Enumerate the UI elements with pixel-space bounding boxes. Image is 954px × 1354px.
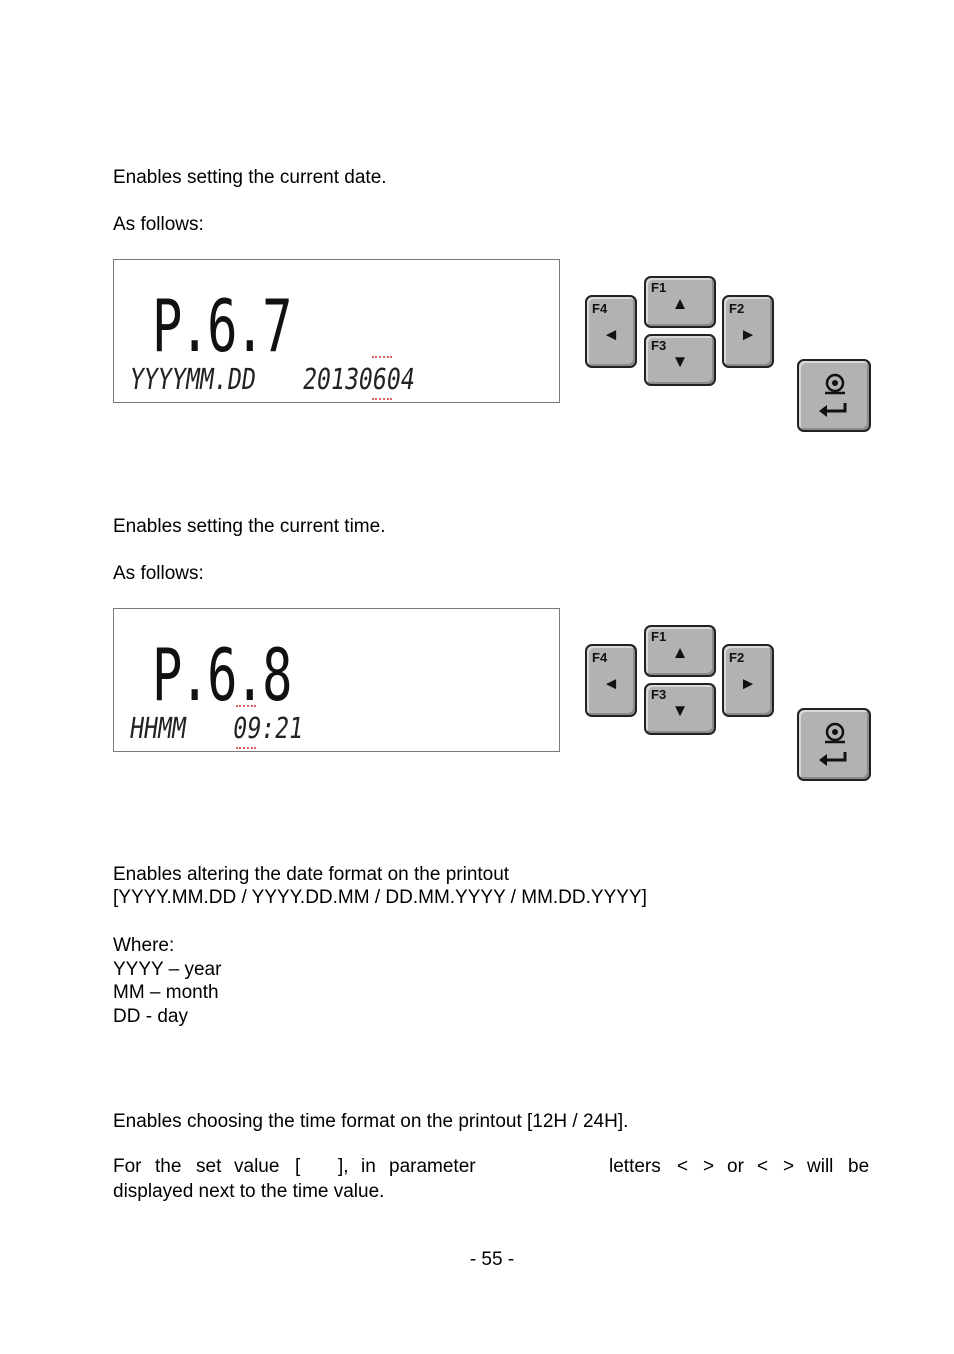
f2-right-key[interactable]: F2 ►	[722, 295, 774, 368]
time-format-note-end: displayed next to the time value.	[113, 1181, 385, 1202]
lcd-time-label: HHMM	[127, 711, 189, 745]
lcd-parameter-code: P.6.8	[152, 633, 290, 717]
date-description: Enables setting the current date.	[113, 167, 387, 188]
keypad-date	[585, 262, 872, 440]
f1-up-key[interactable]: F1 ▲	[644, 625, 716, 677]
date-as-follows: As follows:	[113, 214, 204, 235]
lcd-date-value: 20130604	[300, 362, 418, 396]
time-description: Enables setting the current time.	[113, 516, 386, 537]
f1-up-key[interactable]: F1 ▲	[644, 276, 716, 328]
lcd-time-line	[128, 713, 305, 743]
enter-key[interactable]	[797, 359, 871, 432]
where-label: Where:	[113, 935, 175, 956]
arrow-right-icon: ►	[739, 325, 757, 344]
legend-month: MM – month	[113, 982, 219, 1003]
arrow-down-icon: ▼	[671, 701, 689, 720]
arrow-up-icon: ▲	[671, 643, 689, 662]
f3-down-key[interactable]: F3 ▼	[644, 334, 716, 386]
arrow-left-icon: ◄	[602, 325, 620, 344]
legend-year: YYYY – year	[113, 959, 222, 980]
arrow-left-icon: ◄	[602, 674, 620, 693]
enter-key[interactable]	[797, 708, 871, 781]
blink-marker-bottom	[372, 398, 392, 406]
lcd-time-value: 09:21	[230, 711, 306, 745]
time-format-description: Enables choosing the time format on the printout [12H / 24H].	[113, 1111, 629, 1132]
arrow-right-icon: ►	[739, 674, 757, 693]
f2-right-key[interactable]: F2 ►	[722, 644, 774, 717]
lcd-parameter-code: P.6.7	[152, 284, 290, 368]
date-format-options: [YYYY.MM.DD / YYYY.DD.MM / DD.MM.YYYY / MM.DD.YYYY]	[113, 887, 647, 908]
blink-marker-bottom	[236, 747, 256, 755]
lcd-date-label: YYYYMM.DD	[127, 362, 259, 396]
arrow-up-icon: ▲	[671, 294, 689, 313]
enter-print-icon	[799, 361, 869, 430]
keypad-time	[585, 611, 872, 789]
lcd-date-line	[128, 364, 417, 394]
f4-left-key[interactable]: F4 ◄	[585, 295, 637, 368]
time-as-follows: As follows:	[113, 563, 204, 584]
lcd-display-date	[113, 259, 560, 403]
date-format-description: Enables altering the date format on the printout	[113, 864, 510, 885]
f4-left-key[interactable]: F4 ◄	[585, 644, 637, 717]
legend-day: DD - day	[113, 1006, 188, 1027]
lcd-display-time	[113, 608, 560, 752]
enter-print-icon	[799, 710, 869, 779]
arrow-down-icon: ▼	[671, 352, 689, 371]
page-number: - 55 -	[469, 1249, 515, 1270]
f3-down-key[interactable]: F3 ▼	[644, 683, 716, 735]
